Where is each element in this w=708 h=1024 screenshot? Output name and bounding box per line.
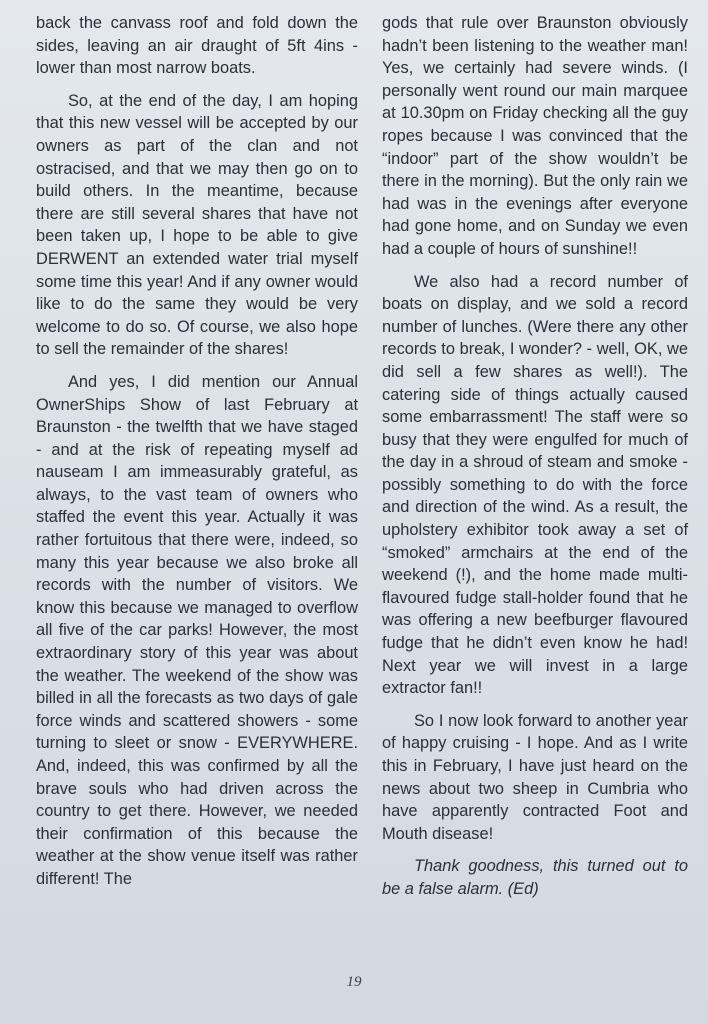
paragraph: back the canvass roof and fold down the sides, leaving an air draught of 5ft 4ins - lower than most narrow boats. (36, 14, 358, 78)
paragraph: And yes, I did mention our Annual OwnerShips Show of last February at Braunston - the twelfth that we have staged - and at the risk of repeating myself ad nauseam I am immeasurably grateful, as always, to the vast team of owners who staffed the event this year. Actually it was rather fortuitous that there were, indeed, so many this year because we also broke all records with the number of visitors. We know this because we managed to overflow all five of the car parks! However, the most extraordinary story of this year was about the weather. The weekend of the show was billed in all the forecasts as two days of gale force winds and scattered showers - some turning to sleet or snow - EVERYWHERE. And, indeed, this was confirmed by all the brave souls who had driven across the country to get there. However, we needed their confirmation of this because the weather at the show venue itself was rather different! The (36, 372, 358, 888)
paragraph: So, at the end of the day, I am hoping that this new vessel will be accepted by our owners as part of the clan and not ostracised, and that we may then go on to build others. In the meantime, because there are still several shares that have not been taken up, I hope to be able to give DERWENT an extended water trial myself some time this year! And if any owner would like to do the same they would be very welcome to do so. Of course, we also hope to sell the remainder of the shares! (36, 91, 358, 359)
left-column (36, 12, 358, 901)
page-number: 19 (346, 974, 362, 990)
right-column (382, 12, 688, 911)
paragraph: gods that rule over Braunston obviously hadn’t been listening to the weather man! Yes, we certainly had severe winds. (I personally went round our main marquee at 10.30pm on Friday checking all the guy ropes because I was convinced that the “indoor” part of the show wouldn’t be there in the morning). But the only rain we had was in the evenings after everyone had gone home, and on Sunday we even had a couple of hours of sunshine!! (382, 14, 688, 258)
paragraph: We also had a record number of boats on display, and we sold a record number of lunches. (Were there any other records to break, I wonder? - well, OK, we did sell a few shares as well!). The catering side of things actually caused some embarrassment! The staff were so busy that they were engulfed for much of the day in a shroud of steam and smoke - possibly something to do with the force and direction of the wind. As a result, the upholstery exhibitor took away a set of “smoked” armchairs at the end of the weekend (!), and the home made multi-flavoured fudge stall-holder found that he was offering a new beefburger flavoured fudge that he didn’t even know he had! Next year we will invest in a large extractor fan!! (382, 272, 688, 698)
editor-note: Thank goodness, this turned out to be a false alarm. (Ed) (382, 857, 688, 898)
paragraph: So I now look forward to another year of happy cruising - I hope. And as I write this in February, I have just heard on the news about two sheep in Cumbria who have apparently contracted Foot and Mouth disease! (382, 711, 688, 843)
